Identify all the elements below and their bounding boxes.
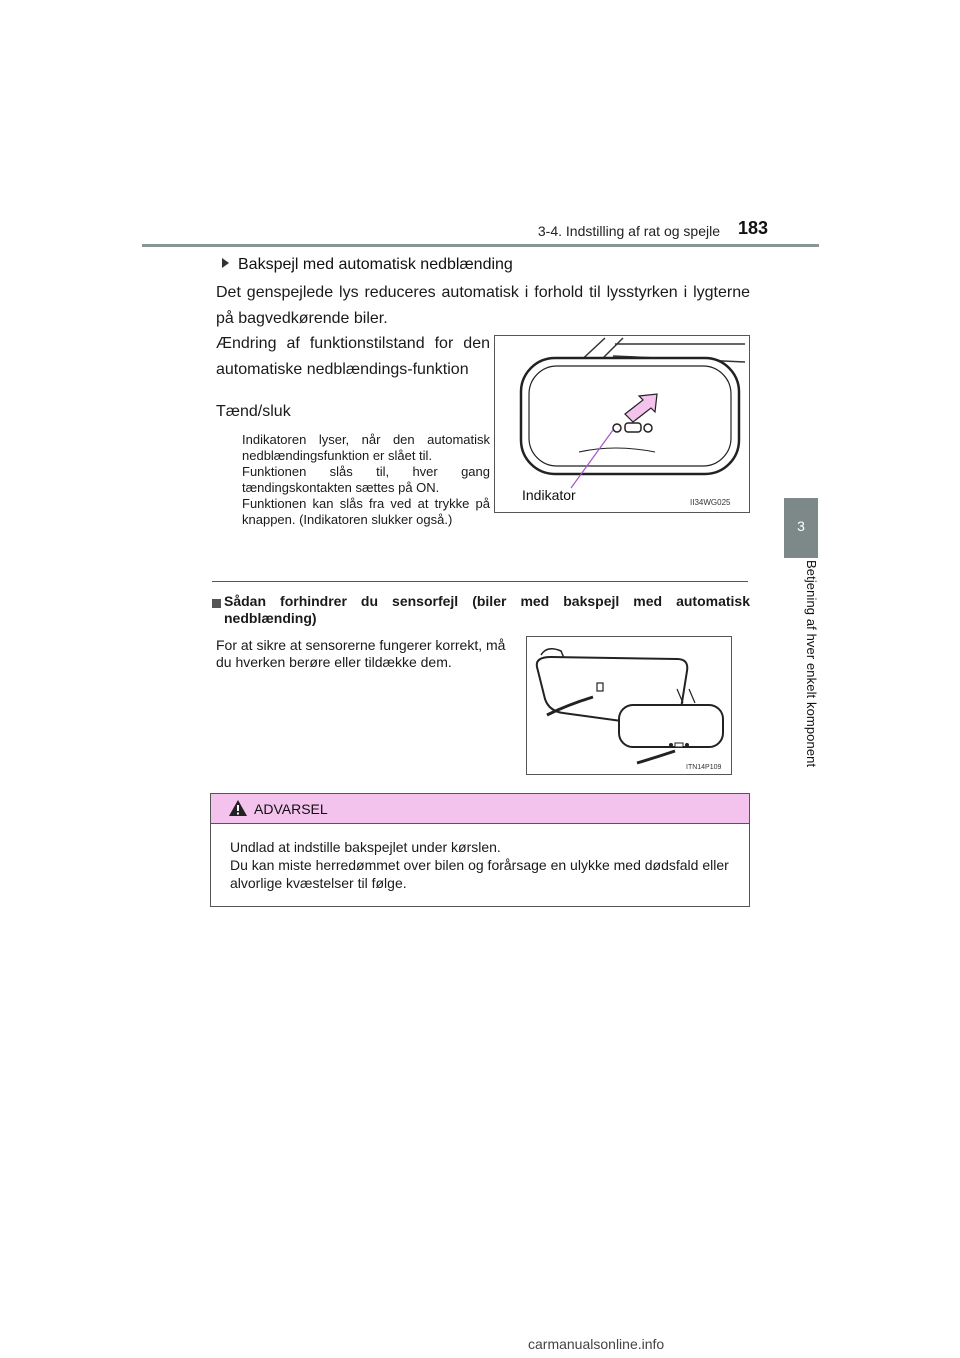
page-number: 183 [738, 218, 769, 238]
footer-watermark: carmanualsonline.info [528, 1336, 665, 1352]
figure-code: ITN14P109 [686, 764, 722, 771]
chapter-tab-number: 3 [797, 518, 805, 534]
auto-dimming-heading [222, 256, 513, 274]
header-rule [142, 244, 819, 247]
sensor-figure [526, 636, 732, 775]
sensor-heading: Sådan forhindrer du sensorfejl (biler med bakspejl med automatisk nedblænding) [224, 593, 750, 626]
note-line: Indikatoren lyser, når den automatisk nedblændingsfunktion er slået til. [242, 432, 490, 463]
square-bullet-icon [212, 599, 221, 608]
toggle-label: Tænd/sluk [216, 403, 291, 420]
rear-sensor-icon [675, 743, 683, 747]
pointer-arrow-icon [637, 751, 675, 763]
indicator-label: Indikator [522, 487, 576, 503]
front-sensor-icon [597, 683, 603, 691]
triangle-bullet-icon [222, 258, 229, 268]
header-section-title: 3-4. Indstilling af rat og spejle [537, 223, 720, 239]
mirror-sensor-illustration [527, 637, 731, 774]
note-line: Funktionen slås til, hver gang tændingskontakten sættes på ON. [242, 464, 490, 495]
dimming-button-icon [625, 423, 641, 432]
change-mode-heading: Ændring af funktionstilstand for den automatiske nedblændings-funktion [216, 335, 490, 378]
chapter-tab-title: Betjening af hver enkelt komponent [804, 560, 819, 768]
warning-line: Undlad at indstille bakspejlet under kørslen. [230, 839, 501, 855]
warning-text [230, 838, 746, 892]
warning-title: ADVARSEL [254, 801, 328, 817]
auto-dimming-heading-text: Bakspejl med automatisk nedblænding [238, 256, 513, 273]
warning-triangle-icon [228, 799, 248, 822]
section-divider [212, 581, 748, 582]
indicator-lamp-icon [613, 424, 621, 432]
rearview-mirror-illustration [495, 336, 749, 512]
auto-dimming-paragraph: Det genspejlede lys reduceres automatisk i forhold til lysstyrken i lygterne på bagvedkørende biler. [216, 284, 750, 327]
figure-code: II34WG025 [690, 498, 731, 507]
note-line: Funktionen kan slås fra ved at trykke på knappen. (Indikatoren slukker også.) [242, 496, 490, 527]
indicator-notes [242, 432, 490, 528]
sensor-text: For at sikre at sensorerne fungerer korrekt, må du hverken berøre eller tildække dem. [216, 637, 506, 670]
warning-line: Du kan miste herredømmet over bilen og forårsage en ulykke med dødsfald eller alvorlige kvæstelser til følge. [230, 857, 729, 891]
